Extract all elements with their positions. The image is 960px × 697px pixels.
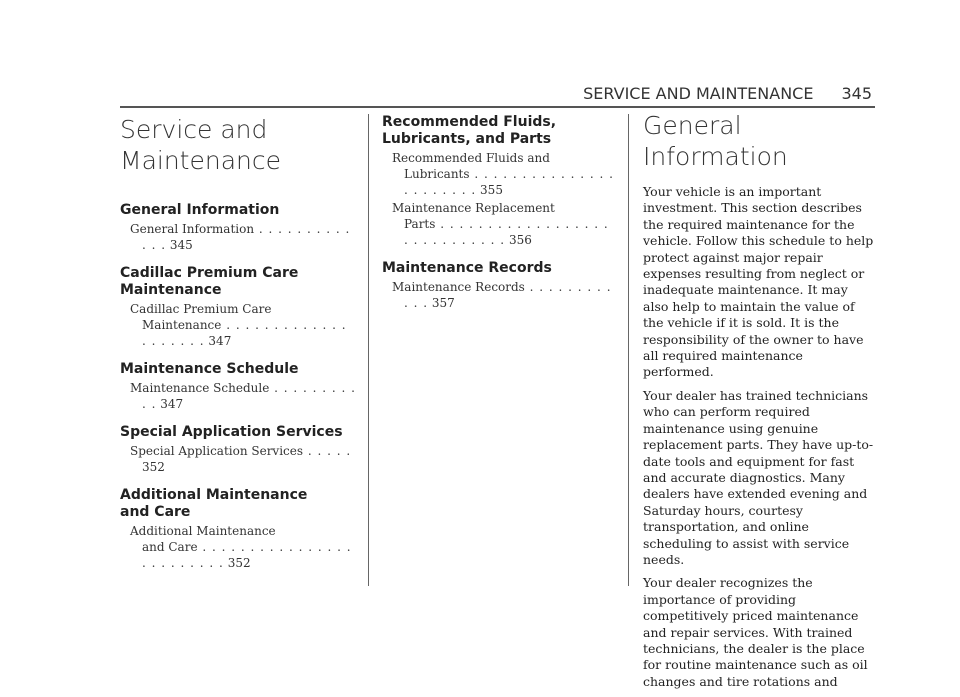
- article-paragraph-3: Your dealer recognizes the importance of providing competitively priced maintenance and repair services. With trained technicians, the dealer is the place for routine maintenance such as oil changes and tire rotations and: [643, 575, 868, 689]
- toc-page-number: 352: [227, 556, 251, 570]
- chapter-title-line1: Service and: [120, 115, 268, 144]
- toc-entry-special-application[interactable]: Special Application Services . . . . . 352: [130, 444, 352, 474]
- toc-page-number: 347: [160, 397, 184, 411]
- article-title: General Information: [643, 111, 788, 171]
- chapter-title-line2: Maintenance: [120, 146, 281, 175]
- toc-entry-fluids-lubricants[interactable]: Recommended Fluids and Lubricants . . . . . . . . . . . . . . . . . . . . . . . 355: [392, 151, 614, 197]
- toc-page-number: 347: [208, 334, 232, 348]
- toc-heading-maintenance-records: Maintenance Records: [382, 260, 552, 276]
- toc-entry-replacement-parts[interactable]: Maintenance Replacement Parts . . . . . . . . . . . . . . . . . . . . . . . . . . . . . 356: [392, 201, 609, 247]
- toc-heading-general-information: General Information: [120, 202, 280, 218]
- column-divider-2: [628, 114, 629, 586]
- toc-column-1: [120, 110, 356, 571]
- toc-entry-premium-care[interactable]: Cadillac Premium Care Maintenance . . . . . . . . . . . . . . . . . . . . 347: [130, 302, 347, 348]
- toc-heading-additional-maintenance: Additional Maintenance and Care: [120, 487, 308, 520]
- toc-heading-fluids-lubricants: Recommended Fluids, Lubricants, and Parts: [382, 114, 557, 147]
- chapter-title: [120, 114, 356, 176]
- toc-entry-additional-maintenance[interactable]: Additional Maintenance and Care . . . . . . . . . . . . . . . . . . . . . . . . . 352: [130, 524, 352, 570]
- toc-entry-maintenance-schedule[interactable]: Maintenance Schedule . . . . . . . . . . . 347: [130, 381, 356, 411]
- toc-page-number: 356: [508, 233, 532, 247]
- toc-column-2: [382, 110, 616, 311]
- toc-heading-maintenance-schedule: Maintenance Schedule: [120, 361, 299, 377]
- toc-entry-general-information[interactable]: General Information . . . . . . . . . . . . . 345: [130, 222, 351, 252]
- header-page-number: 345: [841, 84, 872, 103]
- toc-page-number: 345: [169, 238, 193, 252]
- toc-page-number: 357: [431, 296, 455, 310]
- toc-entry-maintenance-records[interactable]: Maintenance Records . . . . . . . . . . . . 357: [392, 280, 612, 310]
- article-column: [643, 110, 875, 697]
- toc-page-number: 352: [142, 460, 165, 474]
- column-divider-1: [368, 114, 369, 586]
- header-rule: [120, 106, 875, 108]
- article-paragraph-1: Your vehicle is an important investment. This section describes the required maintenance for the vehicle. Follow this schedule to help protect against major repair expenses resulting from neglect or inadequate maintenance. It may also help to maintain the value of the vehicle if it is sold. It is the responsibility of the owner to have all required maintenance performed.: [643, 184, 874, 380]
- article-paragraph-2: Your dealer has trained technicians who can perform required maintenance using genuine replacement parts. They have up-to-date tools and equipment for fast and accurate diagnostics. Many dealers have extended evening and Saturday hours, courtesy transportation, and online scheduling to assist with service needs.: [643, 387, 874, 567]
- toc-page-number: 355: [480, 183, 503, 197]
- toc-heading-premium-care: Cadillac Premium Care Maintenance: [120, 265, 299, 298]
- toc-heading-special-application: Special Application Services: [120, 424, 343, 440]
- header-section-title: SERVICE AND MAINTENANCE: [583, 84, 814, 103]
- running-header: [583, 84, 872, 103]
